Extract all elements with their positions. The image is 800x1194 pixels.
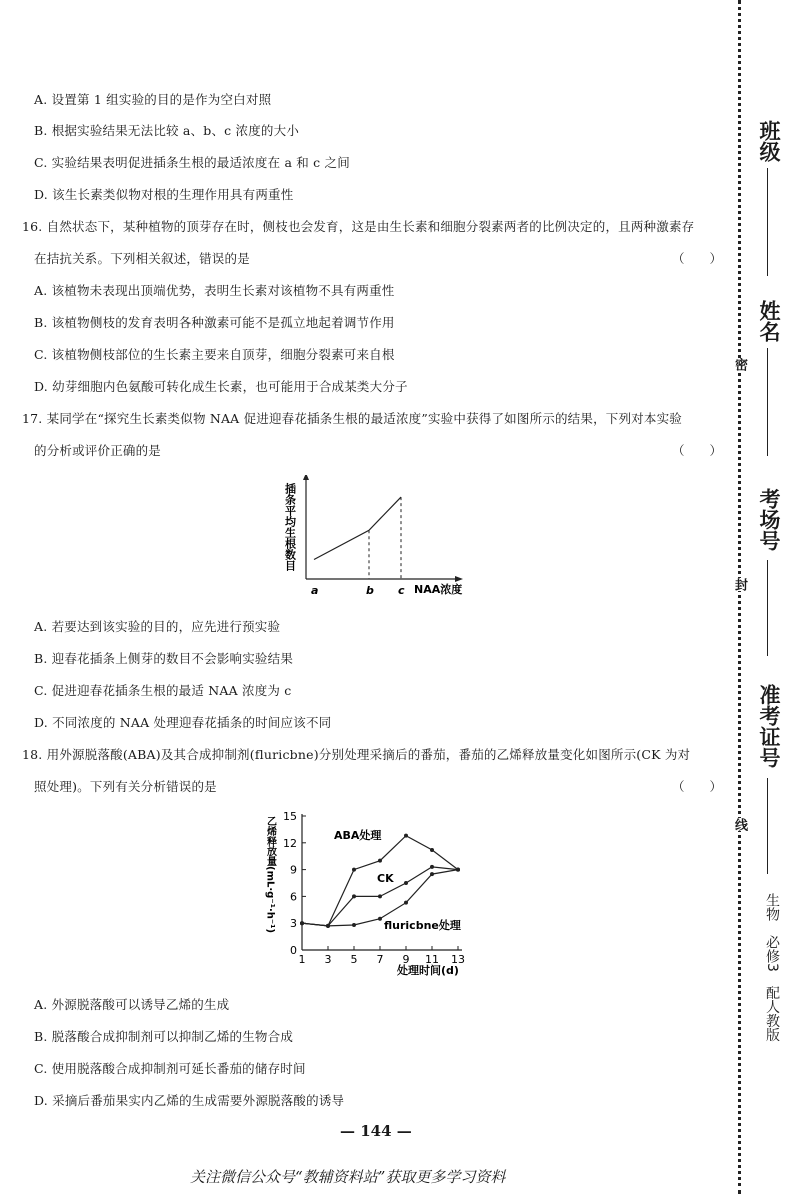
q17-option-a: A. 若要达到该实验的目的，应先进行预实验 [34, 619, 281, 634]
chart2-point-fluricbne [430, 872, 434, 876]
room-label: 考场号 [757, 488, 781, 551]
chart2-xtick-label-7: 7 [376, 953, 384, 966]
chart2-ytick-label-3: 3 [290, 917, 297, 931]
q15-option-b: B. 根据实验结果无法比较 a、b、c 浓度的大小 [34, 123, 300, 138]
chart2-point-fluricbne [378, 917, 382, 921]
q17-stem-line2: 的分析或评价正确的是 [34, 443, 162, 458]
chart2-point-fluricbne [404, 901, 408, 905]
chart2-point-ck [404, 881, 408, 885]
chart2-point-aba [430, 848, 434, 852]
q15-option-a: A. 设置第 1 组实验的目的是作为空白对照 [34, 92, 272, 107]
naa-rooting-chart [280, 475, 480, 605]
q17-stem-line1: 17. 某同学在“探究生长素类似物 NAA 促进迎春花插条生根的最适浓度”实验中获得了如图所示的结果，下列对本实验 [22, 411, 682, 426]
q16-option-b: B. 该植物侧枝的发育表明各种激素可能不是孤立地起着调节作用 [34, 315, 395, 330]
q15-option-d: D. 该生长素类似物对根的生理作用具有两重性 [34, 187, 294, 202]
name-field[interactable] [767, 348, 768, 456]
q18-stem-line2: 照处理)。下列有关分析错误的是 [34, 779, 217, 794]
id-field[interactable] [767, 778, 768, 874]
q18-stem-line1: 18. 用外源脱落酸(ABA)及其合成抑制剂(fluricbne)分别处理采摘后的番茄，番茄的乙烯释放量变化如图所示(CK 为对 [22, 747, 691, 762]
envelope-mark: 封 [732, 578, 747, 591]
chart2-ytick-label-15: 15 [283, 810, 297, 823]
cutline-mark: 线 [732, 818, 747, 831]
chart2-xtick-label-9: 9 [402, 953, 410, 966]
chart2-series-label-fluricbne: fluricbne处理 [384, 919, 461, 932]
q18-answer-paren: （ ） [672, 779, 723, 794]
q16-stem-line2: 在拮抗关系。下列相关叙述，错误的是 [34, 251, 250, 266]
q16-answer-paren: （ ） [672, 251, 723, 266]
chart2-series-label-ck: CK [377, 872, 394, 885]
chart2-point-fluricbne [326, 924, 330, 928]
q16-option-d: D. 幼芽细胞内色氨酸可转化成生长素，也可能用于合成某类大分子 [34, 379, 408, 394]
chart2-point-ck [430, 865, 434, 869]
chart2-xlabel: 处理时间(d) [397, 964, 459, 977]
chart2-point-aba [404, 834, 408, 838]
chart1-tick-label-a: a [311, 584, 319, 597]
chart2-ytick-label-6: 6 [290, 890, 297, 904]
ethylene-release-chart [262, 808, 492, 980]
chart2-point-ck [352, 894, 356, 898]
q17-option-c: C. 促进迎春花插条生根的最适 NAA 浓度为 c [34, 683, 292, 698]
chart2-xtick-label-3: 3 [324, 953, 332, 966]
chart2-ytick-label-12: 12 [283, 836, 297, 850]
q18-option-d: D. 采摘后番茄果实内乙烯的生成需要外源脱落酸的诱导 [34, 1093, 345, 1108]
binding-dotted-line [738, 0, 741, 1194]
q16-option-c: C. 该植物侧枝部位的生长素主要来自顶芽，细胞分裂素可来自根 [34, 347, 395, 362]
chart2-ylabel: 乙烯释放量(mL·g⁻¹·h⁻¹) [264, 816, 276, 934]
chart1-y-arrow [303, 475, 309, 480]
chart2-point-aba [352, 868, 356, 872]
q16-stem-line1: 16. 自然状态下，某种植物的顶芽存在时，侧枝也会发育，这是由生长素和细胞分裂素两者的比例决定的，且两种激素存 [22, 219, 695, 234]
id-label: 准考证号 [757, 684, 781, 768]
chart2-xtick-label-13: 13 [451, 953, 465, 966]
chart2-point-fluricbne [352, 923, 356, 927]
chart2-ytick-label-0: 0 [290, 944, 297, 957]
class-field[interactable] [767, 168, 768, 276]
q17-option-b: B. 迎春花插条上侧芽的数目不会影响实验结果 [34, 651, 294, 666]
room-field[interactable] [767, 560, 768, 656]
chart1-xlabel: NAA浓度 [414, 583, 463, 596]
q16-option-a: A. 该植物未表现出顶端优势，表明生长素对该植物不具有两重性 [34, 283, 395, 298]
chart2-ytick-label-9: 9 [290, 863, 297, 877]
footer-note: 关注微信公众号“教辅资料站”获取更多学习资料 [190, 1168, 506, 1186]
q18-option-c: C. 使用脱落酸合成抑制剂可延长番茄的储存时间 [34, 1061, 306, 1076]
chart2-xtick-label-5: 5 [350, 953, 358, 966]
subject-label: 生物 必修3 配人教版 [764, 893, 780, 1042]
q18-option-a: A. 外源脱落酸可以诱导乙烯的生成 [34, 997, 230, 1012]
chart1-series-line [314, 497, 401, 559]
class-label: 班级 [757, 120, 781, 162]
chart1-tick-label-b: b [366, 584, 374, 597]
chart2-xtick-label-11: 11 [425, 953, 439, 966]
chart2-point-ck [378, 894, 382, 898]
chart1-tick-label-c: c [398, 584, 405, 597]
q15-option-c: C. 实验结果表明促进插条生根的最适浓度在 a 和 c 之间 [34, 155, 350, 170]
chart2-point-aba [378, 859, 382, 863]
chart1-x-arrow [455, 576, 463, 582]
name-label: 姓名 [757, 300, 781, 342]
chart2-series-label-aba: ABA处理 [334, 829, 382, 842]
q18-option-b: B. 脱落酸合成抑制剂可以抑制乙烯的生物合成 [34, 1029, 294, 1044]
chart2-xtick-label-1: 1 [298, 953, 306, 966]
q17-answer-paren: （ ） [672, 443, 723, 458]
chart2-point-fluricbne [456, 868, 460, 872]
chart2-point-fluricbne [300, 921, 304, 925]
chart1-ylabel: 插条平均生根数目 [283, 483, 297, 571]
page-number: — 144 — [340, 1122, 412, 1140]
seal-mark: 密 [732, 358, 747, 371]
q17-option-d: D. 不同浓度的 NAA 处理迎春花插条的时间应该不同 [34, 715, 332, 730]
